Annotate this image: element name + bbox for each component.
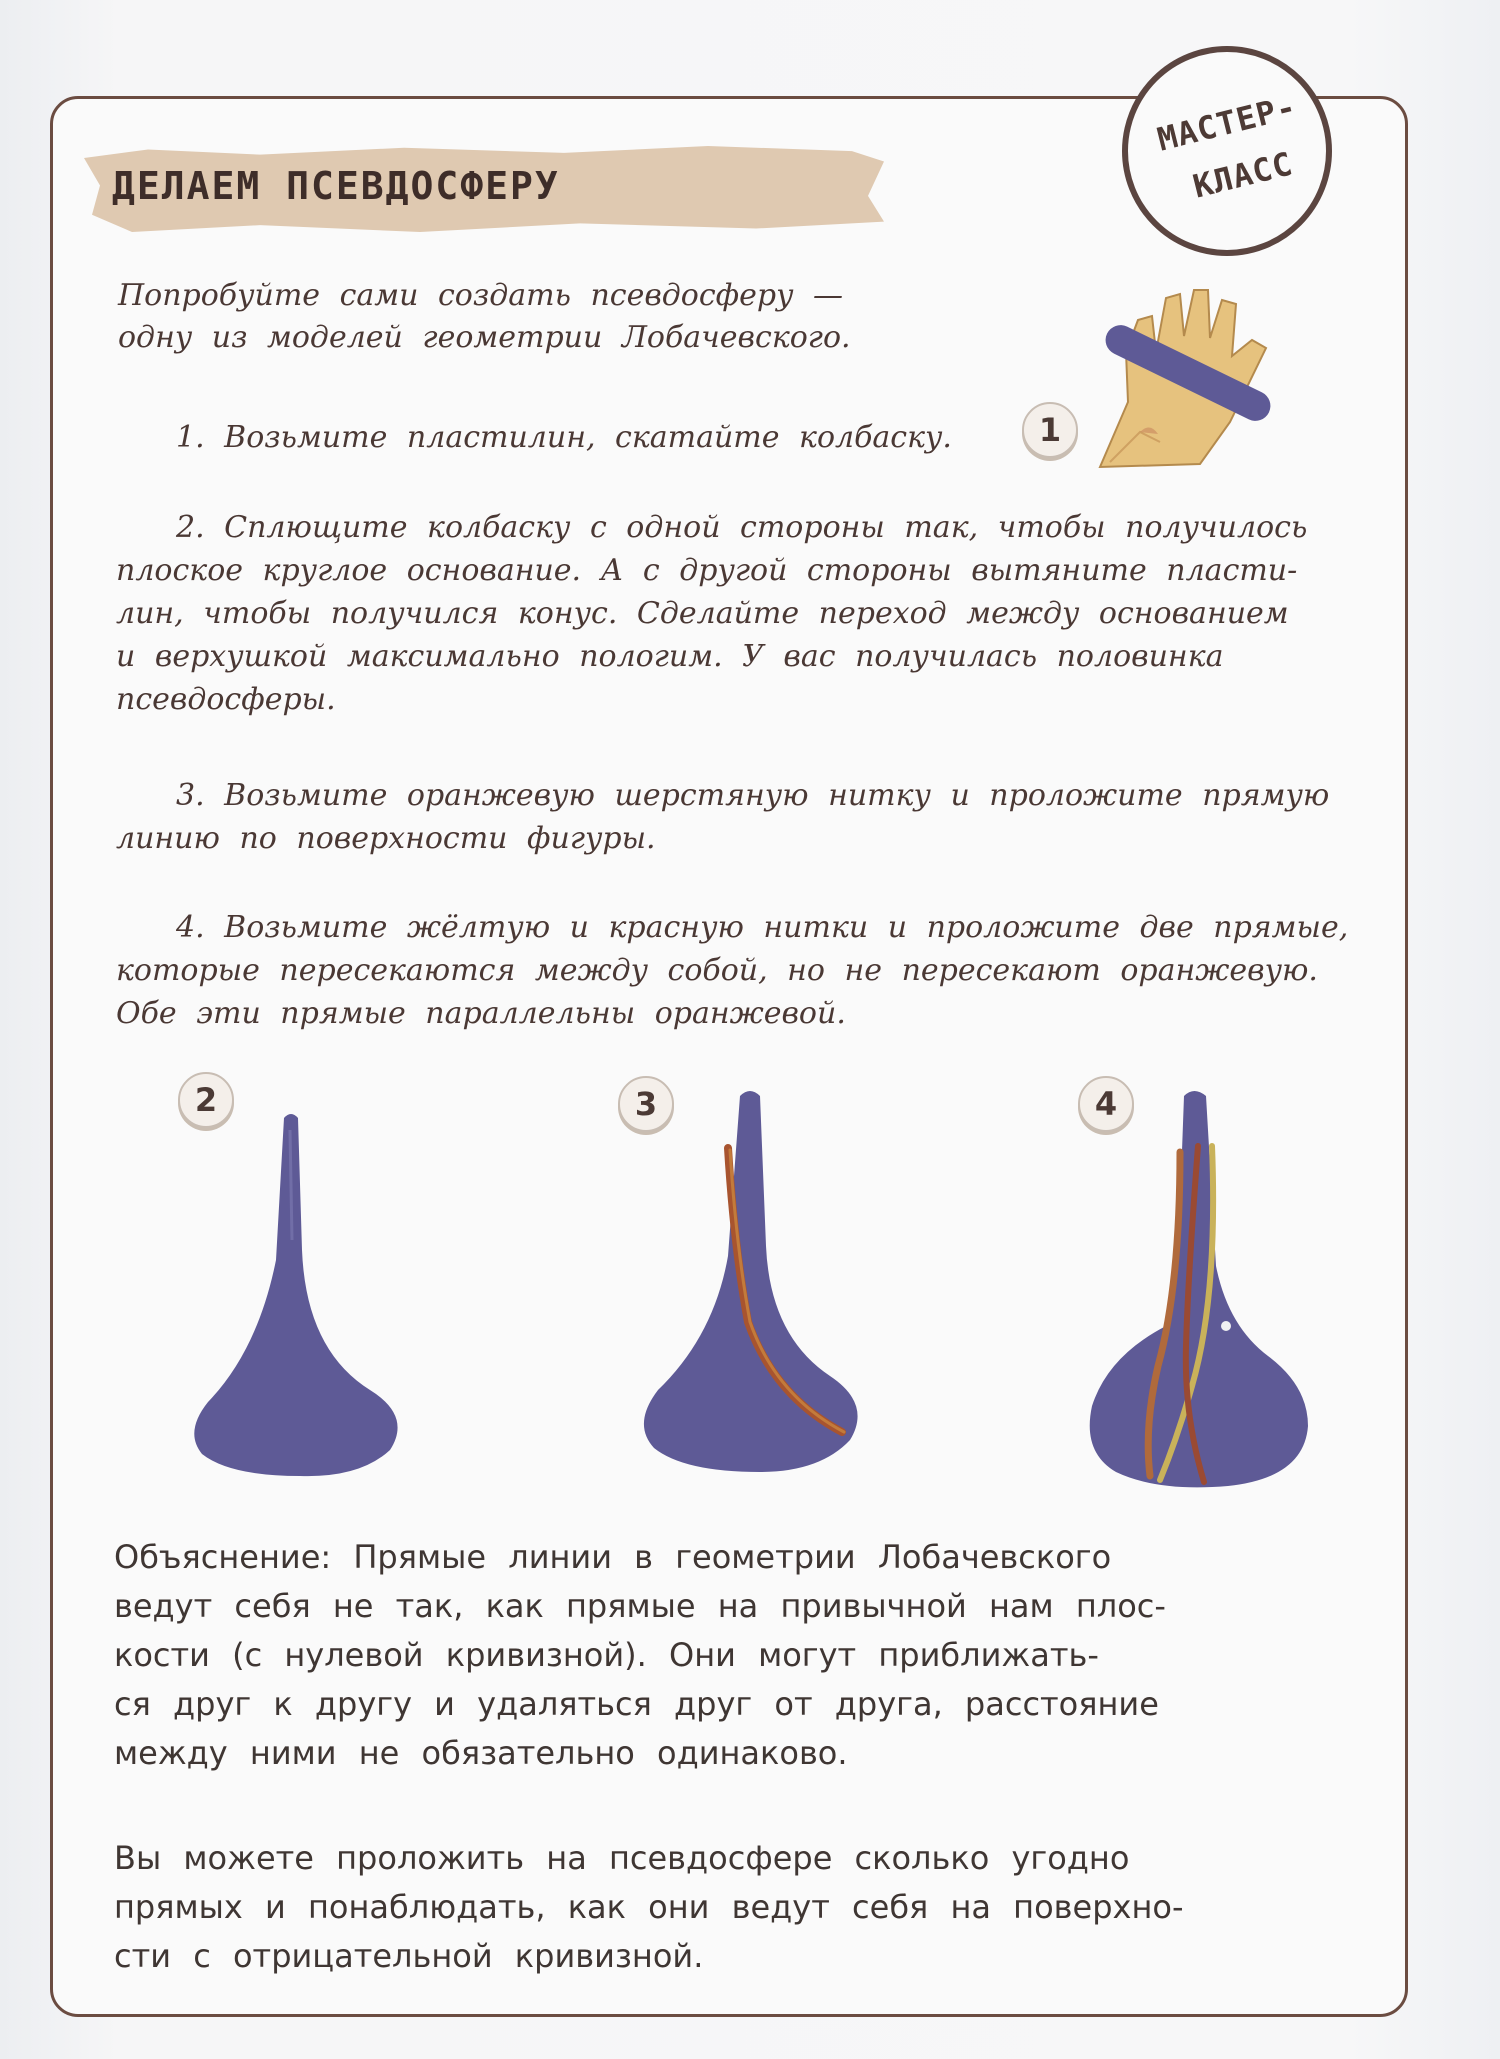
intro-line-1: Попробуйте сами создать псевдосферу —: [118, 278, 844, 313]
explanation-line-1: Объяснение: Прямые линии в геометрии Лобачевского: [114, 1538, 1112, 1576]
step-2-line-3: лин, чтобы получился конус. Сделайте переход между основанием: [116, 596, 1289, 631]
step-3-line-1: 3. Возьмите оранжевую шерстяную нитку и проложите прямую: [176, 778, 1330, 813]
figure-number-4: 4: [1078, 1076, 1134, 1132]
explanation-line-4: ся друг к другу и удаляться друг от друга, расстояние: [114, 1685, 1159, 1723]
master-class-stamp: [1122, 46, 1332, 256]
closing-line-2: прямых и понаблюдать, как они ведут себя на поверхно-: [114, 1888, 1184, 1926]
step-2-line-2: плоское круглое основание. А с другой стороны вытяните пласти-: [116, 553, 1298, 588]
title-banner: [84, 146, 884, 232]
pseudosphere-figure-3: [624, 1086, 884, 1486]
step-4-line-2: которые пересекаются между собой, но не пересекают оранжевую.: [116, 953, 1318, 988]
pseudosphere-figure-4: [1088, 1086, 1314, 1496]
step-4-line-1: 4. Возьмите жёлтую и красную нитки и проложите две прямые,: [176, 910, 1349, 945]
step-2-line-1: 2. Сплющите колбаску с одной стороны так, чтобы получилось: [176, 510, 1308, 545]
step-4-line-3: Обе эти прямые параллельны оранжевой.: [116, 996, 846, 1031]
intro-line-2: одну из моделей геометрии Лобачевского.: [118, 320, 851, 355]
explanation-line-2: ведут себя не так, как прямые на привычной нам плос-: [114, 1587, 1166, 1625]
figure-number-1: 1: [1022, 402, 1078, 458]
pseudosphere-figure-2: [180, 1110, 420, 1490]
closing-line-1: Вы можете проложить на псевдосфере сколько угодно: [114, 1839, 1130, 1877]
step-1-line-1: 1. Возьмите пластилин, скатайте колбаску.: [176, 420, 952, 455]
hand-with-clay-illustration: [1080, 282, 1280, 472]
page-title: ДЕЛАЕМ ПСЕВДОСФЕРУ: [112, 164, 560, 208]
step-2-line-5: псевдосферы.: [116, 682, 336, 717]
explanation-line-3: кости (с нулевой кривизной). Они могут приближать-: [114, 1636, 1099, 1674]
explanation-line-5: между ними не обязательно одинаково.: [114, 1734, 848, 1772]
figure-number-3: 3: [618, 1076, 674, 1132]
stamp-line-2: КЛАСС: [1189, 144, 1297, 206]
closing-line-3: сти с отрицательной кривизной.: [114, 1937, 704, 1975]
step-3-line-2: линию по поверхности фигуры.: [116, 821, 656, 856]
figure-number-2: 2: [178, 1072, 234, 1128]
stamp-line-1: МАСТЕР-: [1153, 87, 1301, 159]
step-2-line-4: и верхушкой максимально пологим. У вас получилась половинка: [116, 639, 1224, 674]
